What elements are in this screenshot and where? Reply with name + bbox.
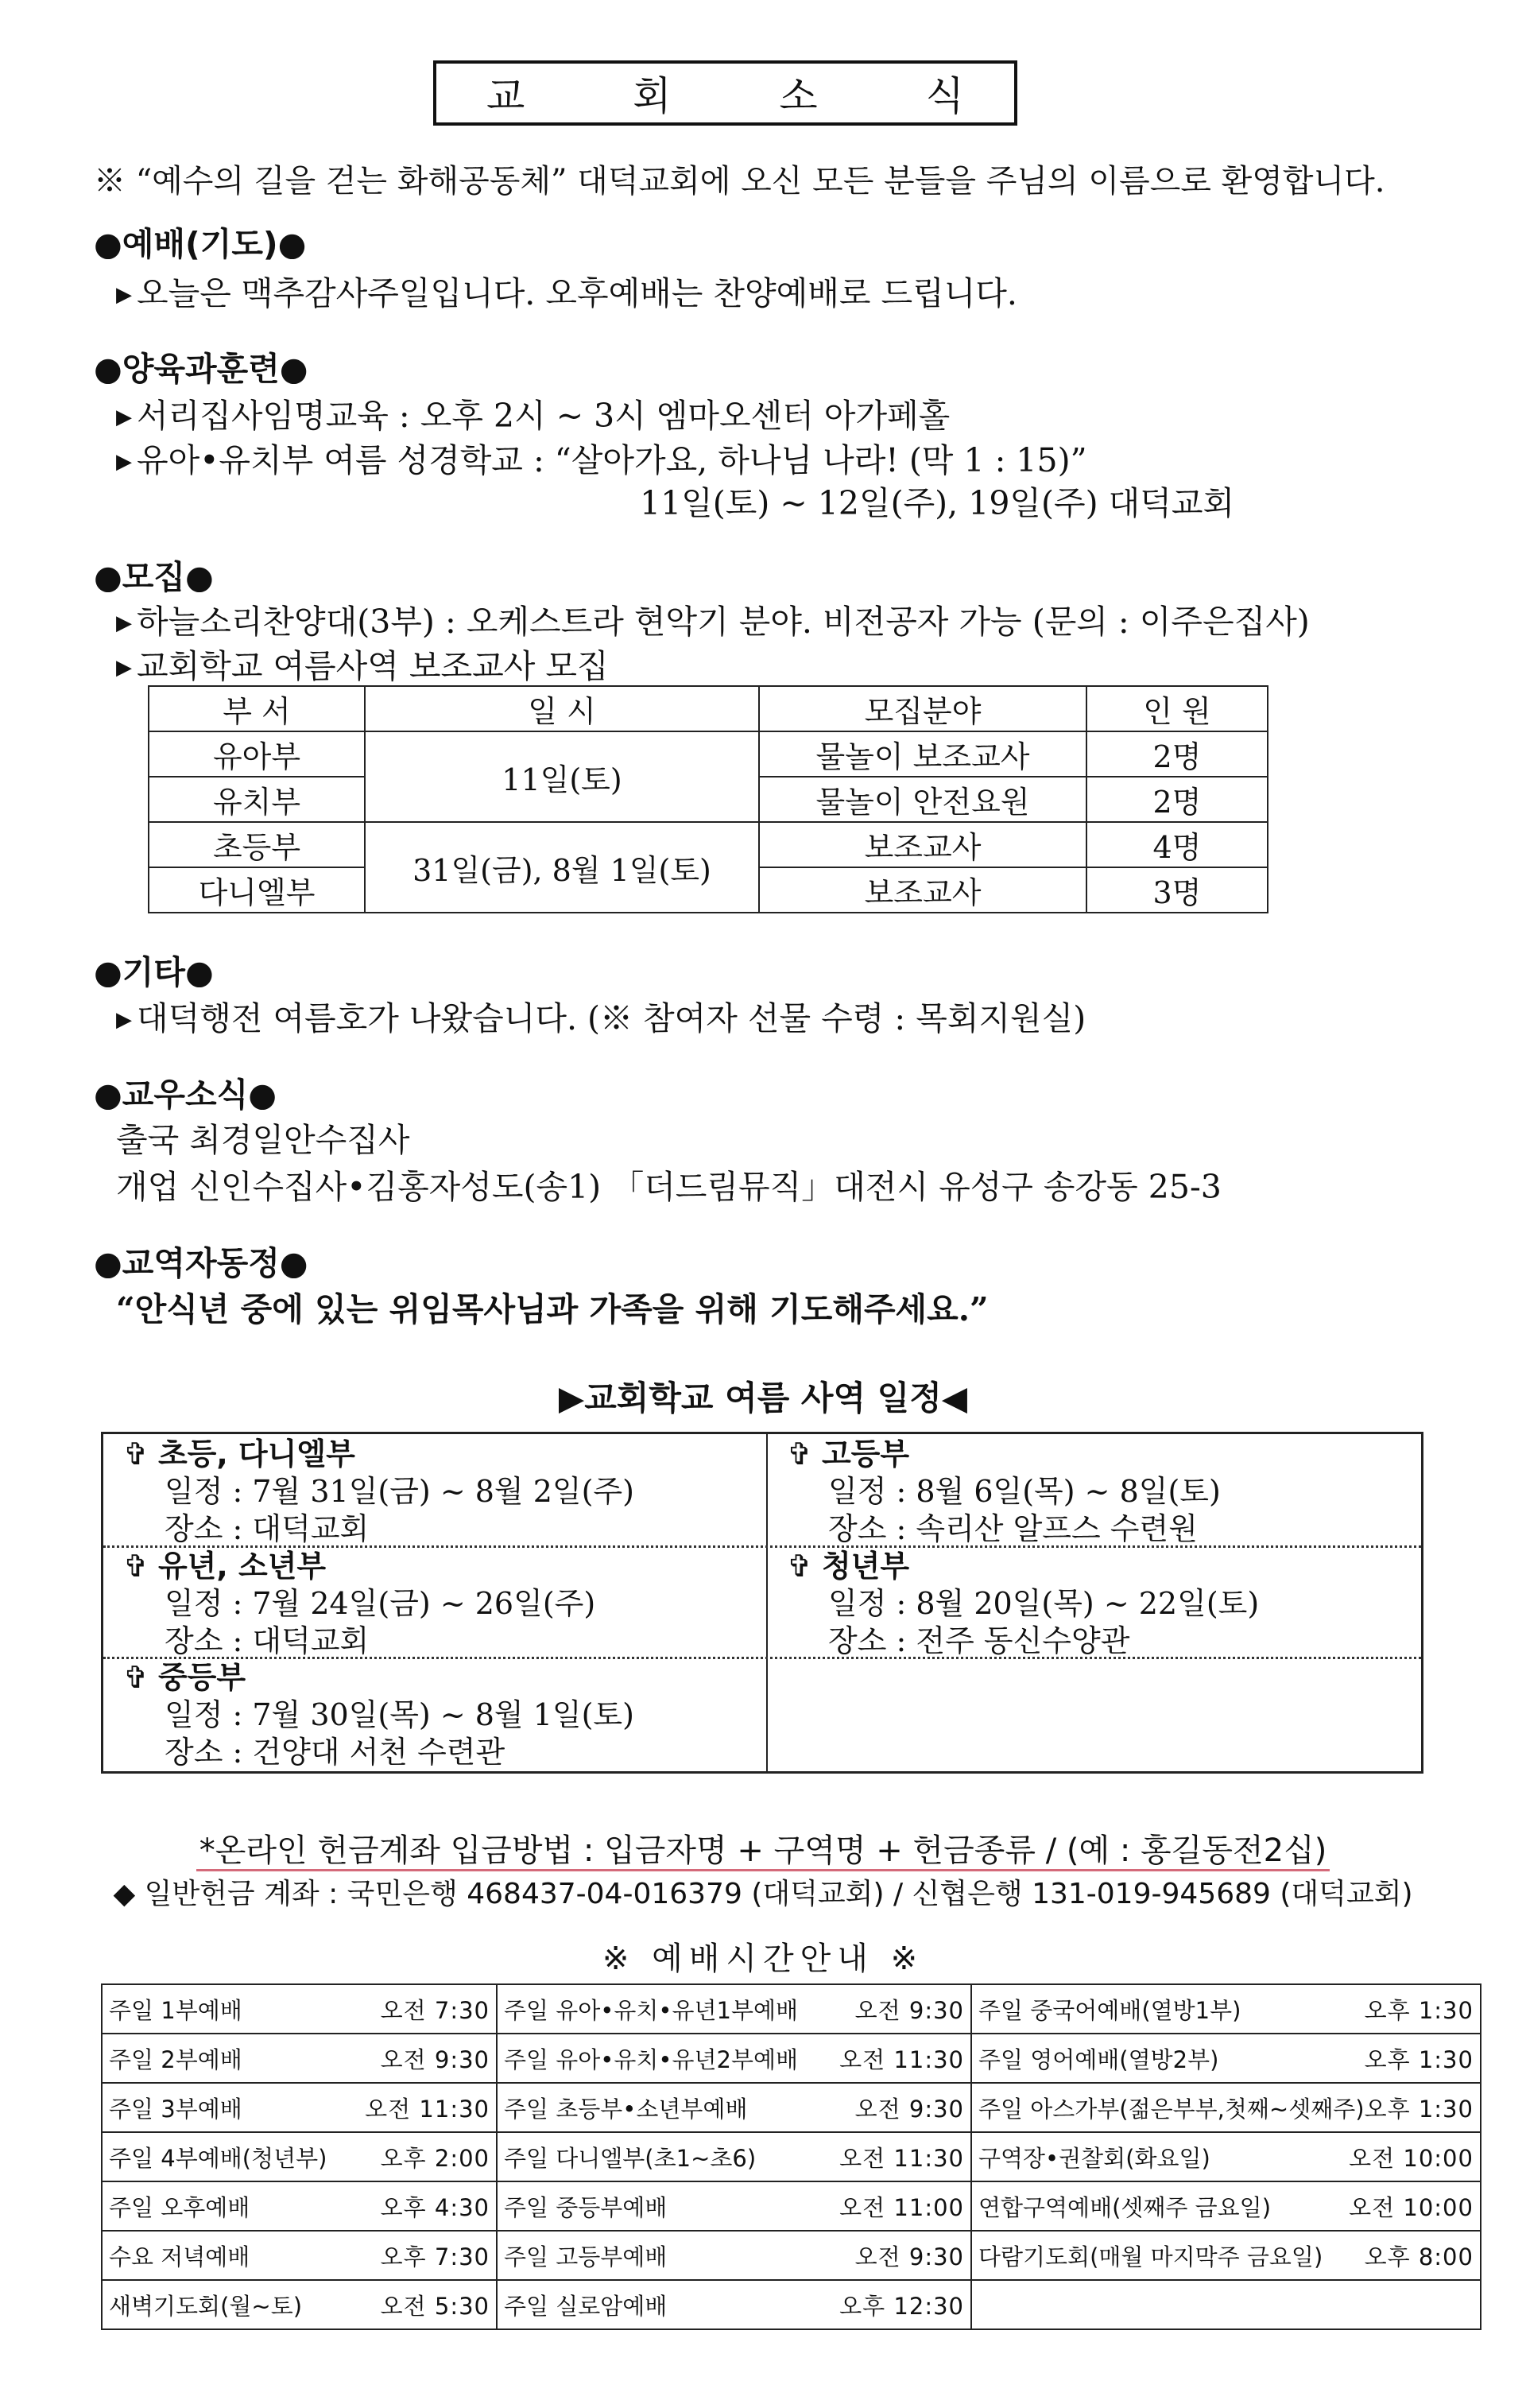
worship-cell	[497, 2231, 971, 2280]
schedule-group: ✞ 중등부 일정 : 7월 30일(목) ~ 8월 1일(토) 장소 : 건양대 서천 수련관	[123, 1660, 634, 1770]
table-cell: 2명	[1086, 731, 1268, 777]
table-row	[102, 1984, 1481, 2034]
worship-cell	[102, 1984, 497, 2034]
members-line: 개업 신인수집사•김홍자성도(송1) 「더드림뮤직」대전시 유성구 송강동 25-3	[116, 1168, 1222, 1206]
worship-time: 오전 9:30	[854, 2095, 964, 2123]
worship-cell	[497, 2132, 971, 2181]
table-header-row	[149, 686, 1268, 731]
pastors-line: “안식년 중에 있는 위임목사님과 가족을 위해 기도해주세요.”	[116, 1290, 989, 1328]
cross-icon: ✞	[123, 1549, 149, 1584]
schedule-group: ✞ 고등부 일정 : 8월 6일(목) ~ 8일(토) 장소 : 속리산 알프스 수련원	[787, 1437, 1221, 1546]
worship-time: 오전 11:30	[365, 2095, 490, 2123]
section-heading-members: ●교우소식●	[94, 1076, 277, 1114]
worship-time: 오전 9:30	[380, 2045, 490, 2073]
table-row	[102, 2231, 1481, 2280]
table-cell: 31일(금), 8월 1일(토)	[365, 822, 759, 913]
table-cell: 보조교사	[759, 867, 1086, 913]
column-divider	[766, 1434, 768, 1771]
worship-cell	[102, 2280, 497, 2329]
training-item: ▶ 서리집사임명교육 : 오후 2시 ~ 3시 엠마오센터 아가페홀	[116, 397, 951, 435]
section-heading-training: ●양육과훈련●	[94, 350, 308, 388]
table-header: 모집분야	[759, 686, 1086, 731]
table-cell: 4명	[1086, 822, 1268, 867]
worship-cell	[497, 1984, 971, 2034]
recruit-table	[148, 685, 1268, 913]
worship-time: 오전 7:30	[380, 1996, 490, 2024]
worship-name: 주일 초등부•소년부예배	[504, 2095, 748, 2123]
worship-name: 주일 유아•유치•유년1부예배	[504, 1996, 799, 2024]
section-heading-pastors: ●교역자동정●	[94, 1244, 308, 1282]
worship-name: 주일 중등부예배	[504, 2193, 668, 2221]
worship-cell	[971, 2280, 1481, 2329]
summer-schedule-title: ▶교회학교 여름 사역 일정◀	[558, 1378, 968, 1417]
triangle-bullet-icon: ▶	[116, 611, 132, 635]
training-item-continuation: 11일(토) ~ 12일(주), 19일(주) 대덕교회	[640, 484, 1235, 522]
worship-time: 오전 5:30	[380, 2292, 490, 2320]
worship-time: 오전 11:30	[839, 2144, 964, 2172]
worship-cell	[497, 2083, 971, 2132]
worship-time: 오전 10:00	[1349, 2193, 1474, 2221]
worship-time: 오전 10:00	[1349, 2144, 1474, 2172]
triangle-bullet-icon: ▶	[116, 405, 132, 429]
worship-cell	[497, 2181, 971, 2231]
recruit-item: ▶ 하늘소리찬양대(3부) : 오케스트라 현악기 분야. 비전공자 가능 (문의 : 이주은집사)	[116, 603, 1310, 641]
worship-item: ▶ 오늘은 맥추감사주일입니다. 오후예배는 찬양예배로 드립니다.	[116, 274, 1017, 312]
table-cell: 다니엘부	[149, 867, 365, 913]
cross-icon: ✞	[123, 1437, 149, 1472]
worship-name: 주일 다니엘부(초1~초6)	[504, 2144, 757, 2172]
worship-time: 오후 1:30	[1364, 2045, 1474, 2073]
worship-time: 오후 1:30	[1364, 1996, 1474, 2024]
table-cell: 물놀이 안전요원	[759, 777, 1086, 822]
table-cell: 2명	[1086, 777, 1268, 822]
cross-icon: ✞	[787, 1549, 812, 1584]
worship-times-table	[101, 1983, 1481, 2330]
table-cell: 유치부	[149, 777, 365, 822]
worship-time: 오전 9:30	[854, 1996, 964, 2024]
summer-schedule-box	[101, 1432, 1423, 1774]
training-item: ▶ 유아•유치부 여름 성경학교 : “살아가요, 하나님 나라! (막 1 : 15)”	[116, 441, 1087, 479]
section-heading-recruit: ●모집●	[94, 558, 214, 596]
worship-cell	[102, 2132, 497, 2181]
worship-time: 오전 11:00	[839, 2193, 964, 2221]
table-header: 부 서	[149, 686, 365, 731]
worship-name: 주일 1부예배	[109, 1996, 242, 2024]
triangle-bullet-icon: ▶	[116, 1008, 132, 1032]
welcome-message: ※ “예수의 길을 걷는 화해공동체” 대덕교회에 오신 모든 분들을 주님의 이름으로 환영합니다.	[94, 163, 1385, 200]
worship-time: 오전 9:30	[854, 2243, 964, 2270]
worship-cell	[102, 2083, 497, 2132]
worship-name: 연합구역예배(셋째주 금요일)	[978, 2193, 1272, 2221]
worship-cell	[971, 1984, 1481, 2034]
table-cell: 3명	[1086, 867, 1268, 913]
worship-cell	[971, 2034, 1481, 2083]
triangle-bullet-icon: ▶	[116, 450, 132, 474]
worship-cell	[971, 2181, 1481, 2231]
table-cell: 초등부	[149, 822, 365, 867]
table-row	[102, 2181, 1481, 2231]
online-offering-note: *온라인 헌금계좌 입금방법 : 입금자명 + 구역명 + 헌금종류 / (예 : 홍길동전2십)	[0, 1825, 1526, 1871]
table-cell: 11일(토)	[365, 731, 759, 822]
worship-cell	[971, 2083, 1481, 2132]
triangle-bullet-icon: ▶	[116, 283, 132, 307]
worship-name: 주일 2부예배	[109, 2045, 242, 2073]
table-row	[149, 822, 1268, 867]
worship-times-title: ※ 예배시간안내 ※	[602, 1941, 924, 1977]
table-row	[102, 2083, 1481, 2132]
triangle-bullet-icon: ▶	[116, 656, 132, 680]
worship-name: 주일 중국어예배(열방1부)	[978, 1996, 1241, 2024]
schedule-group: ✞ 초등, 다니엘부 일정 : 7월 31일(금) ~ 8월 2일(주) 장소 : 대덕교회	[123, 1437, 634, 1546]
worship-time: 오후 7:30	[380, 2243, 490, 2270]
recruit-item: ▶ 교회학교 여름사역 보조교사 모집	[116, 647, 609, 685]
worship-time: 오후 2:00	[380, 2144, 490, 2172]
worship-cell	[971, 2231, 1481, 2280]
worship-name: 주일 영어예배(열방2부)	[978, 2045, 1219, 2073]
table-row	[102, 2132, 1481, 2181]
offering-account-info: ◆ 일반헌금 계좌 : 국민은행 468437-04-016379 (대덕교회) / 신협은행 131-019-945689 (대덕교회)	[113, 1878, 1413, 1910]
table-row	[102, 2280, 1481, 2329]
worship-name: 주일 아스가부(젊은부부,첫째~셋째주)	[978, 2095, 1365, 2123]
etc-item: ▶ 대덕행전 여름호가 나왔습니다. (※ 참여자 선물 수령 : 목회지원실)	[116, 999, 1086, 1037]
schedule-group: ✞ 청년부 일정 : 8월 20일(목) ~ 22일(토) 장소 : 전주 동신수양관	[787, 1549, 1260, 1658]
worship-name: 주일 고등부예배	[504, 2243, 668, 2270]
section-heading-worship: ●예배(기도)●	[94, 225, 307, 263]
table-header: 인 원	[1086, 686, 1268, 731]
worship-cell	[102, 2034, 497, 2083]
worship-time: 오후 4:30	[380, 2193, 490, 2221]
table-cell: 유아부	[149, 731, 365, 777]
table-cell: 물놀이 보조교사	[759, 731, 1086, 777]
worship-time: 오후 1:30	[1364, 2095, 1474, 2123]
table-cell: 보조교사	[759, 822, 1086, 867]
section-heading-etc: ●기타●	[94, 953, 214, 991]
worship-name: 주일 오후예배	[109, 2193, 250, 2221]
cross-icon: ✞	[123, 1660, 149, 1695]
table-row	[102, 2034, 1481, 2083]
worship-cell	[102, 2181, 497, 2231]
worship-name: 수요 저녁예배	[109, 2243, 250, 2270]
worship-name: 주일 유아•유치•유년2부예배	[504, 2045, 799, 2073]
table-row	[149, 731, 1268, 777]
worship-times-body	[102, 1984, 1481, 2329]
worship-cell	[102, 2231, 497, 2280]
worship-cell	[497, 2280, 971, 2329]
worship-name: 구역장•권찰회(화요일)	[978, 2144, 1210, 2172]
worship-time: 오후 8:00	[1364, 2243, 1474, 2270]
worship-name: 주일 3부예배	[109, 2095, 242, 2123]
members-line: 출국 최경일안수집사	[116, 1121, 410, 1159]
worship-cell	[497, 2034, 971, 2083]
cross-icon: ✞	[787, 1437, 812, 1472]
schedule-group: ✞ 유년, 소년부 일정 : 7월 24일(금) ~ 26일(주) 장소 : 대덕교회	[123, 1549, 596, 1658]
worship-name: 새벽기도회(월~토)	[109, 2292, 303, 2320]
worship-name: 다람기도회(매월 마지막주 금요일)	[978, 2243, 1323, 2270]
worship-time: 오후 12:30	[839, 2292, 964, 2320]
worship-name: 주일 4부예배(청년부)	[109, 2144, 327, 2172]
worship-time: 오전 11:30	[839, 2045, 964, 2073]
worship-name: 주일 실로암예배	[504, 2292, 668, 2320]
page-title: 교 회 소 식	[433, 60, 1017, 126]
table-header: 일 시	[365, 686, 759, 731]
worship-cell	[971, 2132, 1481, 2181]
